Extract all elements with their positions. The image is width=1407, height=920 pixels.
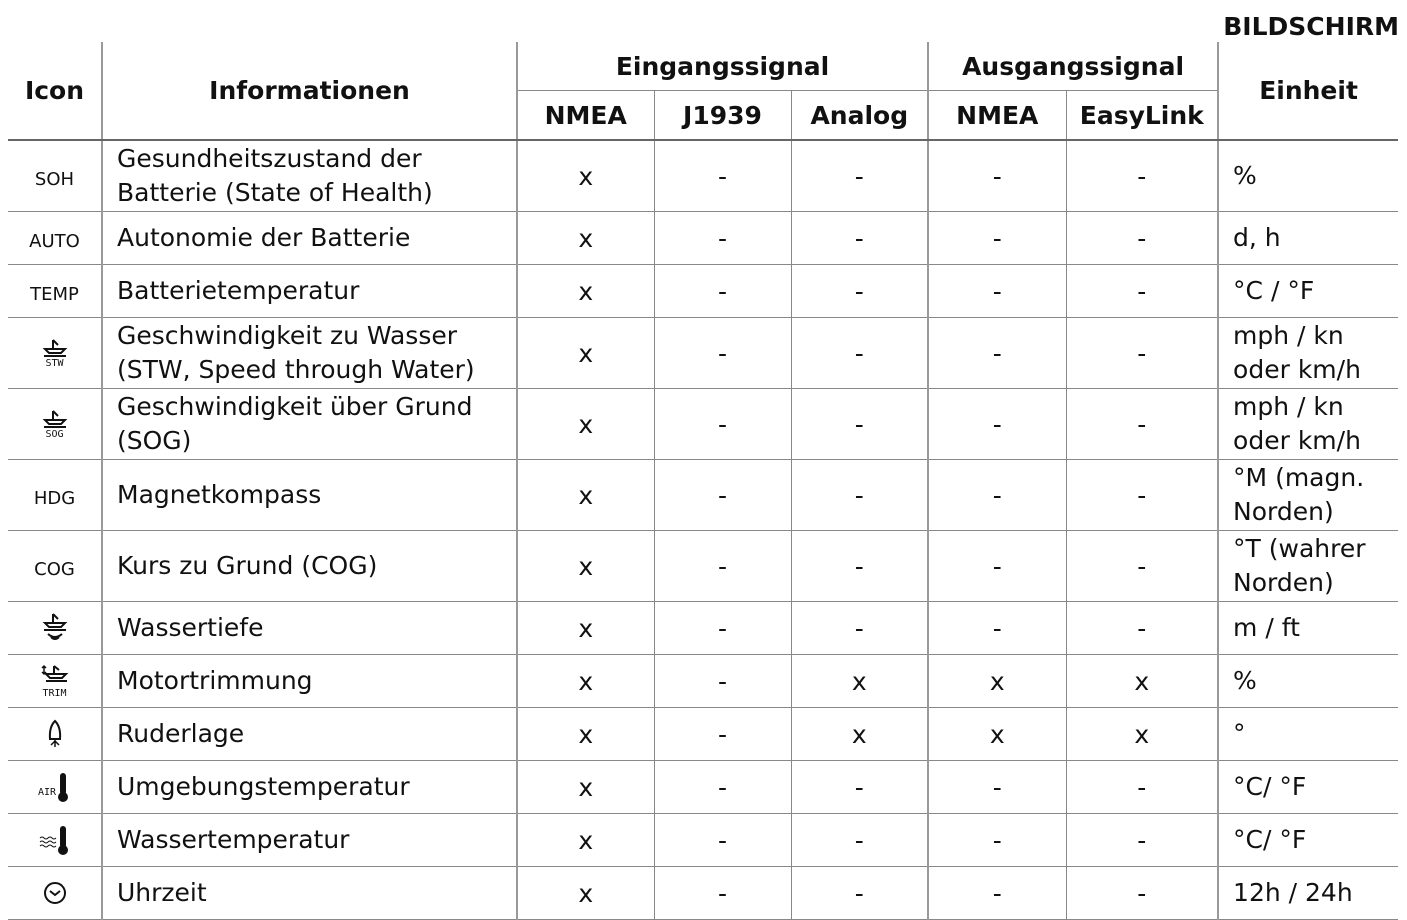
header-icon: Icon xyxy=(8,42,102,140)
cell-in-j1939: - xyxy=(654,531,791,602)
cell-in-analog: - xyxy=(791,140,928,212)
cell-in-analog: - xyxy=(791,265,928,318)
cell-in-analog: x xyxy=(791,655,928,708)
table-row xyxy=(8,655,1398,708)
cell-in-analog: - xyxy=(791,531,928,602)
cell-in-nmea: x xyxy=(517,655,654,708)
cell-in-nmea: x xyxy=(517,867,654,920)
cell-out-nmea: - xyxy=(928,389,1066,460)
icon-label: COG xyxy=(34,558,75,580)
header-out-nmea: NMEA xyxy=(928,91,1066,141)
table-row xyxy=(8,531,1398,602)
icon-caption: SOG xyxy=(45,428,64,440)
row-info: Wassertiefe xyxy=(102,602,517,655)
icon-label: HDG xyxy=(33,487,76,509)
cell-unit: 12h / 24h xyxy=(1218,867,1398,920)
cell-out-easylink: x xyxy=(1066,708,1218,761)
table-row xyxy=(8,265,1398,318)
section-title: BILDSCHIRM xyxy=(1223,12,1399,41)
cell-in-j1939: - xyxy=(654,761,791,814)
cell-out-easylink: - xyxy=(1066,761,1218,814)
cell-unit: d, h xyxy=(1218,212,1398,265)
cell-out-easylink: - xyxy=(1066,602,1218,655)
cell-in-nmea: x xyxy=(517,460,654,531)
row-info: Umgebungstemperatur xyxy=(102,761,517,814)
hdg-icon xyxy=(8,460,102,531)
table-row xyxy=(8,708,1398,761)
cell-in-j1939: - xyxy=(654,708,791,761)
icon-label: TEMP xyxy=(30,283,79,305)
cell-out-nmea: - xyxy=(928,140,1066,212)
cell-in-j1939: - xyxy=(654,140,791,212)
cell-in-nmea: x xyxy=(517,265,654,318)
cell-out-easylink: - xyxy=(1066,140,1218,212)
cell-in-analog: - xyxy=(791,602,928,655)
sog-boat-icon xyxy=(8,389,102,460)
cell-out-nmea: - xyxy=(928,761,1066,814)
row-info: Geschwindigkeit zu Wasser (STW, Speed through Water) xyxy=(102,318,517,389)
cell-unit: mph / kn oder km/h xyxy=(1218,318,1398,389)
cell-out-nmea: - xyxy=(928,531,1066,602)
row-info: Wassertemperatur xyxy=(102,814,517,867)
row-info: Batterietemperatur xyxy=(102,265,517,318)
cell-out-nmea: - xyxy=(928,212,1066,265)
temp-icon xyxy=(8,265,102,318)
cell-in-analog: x xyxy=(791,708,928,761)
cell-out-easylink: - xyxy=(1066,460,1218,531)
header-in-analog: Analog xyxy=(791,91,928,141)
cell-in-analog: - xyxy=(791,867,928,920)
cell-out-easylink: - xyxy=(1066,531,1218,602)
cell-unit: °T (wahrer Norden) xyxy=(1218,531,1398,602)
table-row xyxy=(8,867,1398,920)
table-row xyxy=(8,389,1398,460)
cell-out-nmea: - xyxy=(928,318,1066,389)
cell-in-nmea: x xyxy=(517,602,654,655)
cell-in-j1939: - xyxy=(654,389,791,460)
stw-boat-icon xyxy=(8,318,102,389)
header-output-group: Ausgangssignal xyxy=(928,42,1218,91)
table-row xyxy=(8,814,1398,867)
row-info: Gesundheitszustand der Batterie (State of Health) xyxy=(102,140,517,212)
cell-out-nmea: - xyxy=(928,814,1066,867)
cell-in-nmea: x xyxy=(517,389,654,460)
header-out-easylink: EasyLink xyxy=(1066,91,1218,141)
cell-in-analog: - xyxy=(791,814,928,867)
header-in-j1939: J1939 xyxy=(654,91,791,141)
cell-in-nmea: x xyxy=(517,761,654,814)
cell-out-easylink: - xyxy=(1066,389,1218,460)
cell-in-analog: - xyxy=(791,761,928,814)
cell-out-nmea: x xyxy=(928,655,1066,708)
cell-out-nmea: - xyxy=(928,460,1066,531)
cell-out-easylink: - xyxy=(1066,212,1218,265)
icon-caption: TRIM xyxy=(42,687,67,699)
cell-out-nmea: x xyxy=(928,708,1066,761)
water-thermometer-icon xyxy=(8,814,102,867)
cell-out-easylink: - xyxy=(1066,265,1218,318)
table-row xyxy=(8,761,1398,814)
table-row xyxy=(8,318,1398,389)
cell-out-easylink: - xyxy=(1066,867,1218,920)
soh-icon xyxy=(8,140,102,212)
cell-in-nmea: x xyxy=(517,531,654,602)
table-row xyxy=(8,602,1398,655)
header-info: Informationen xyxy=(102,42,517,140)
trim-icon xyxy=(8,655,102,708)
cell-out-easylink: x xyxy=(1066,655,1218,708)
cell-in-analog: - xyxy=(791,460,928,531)
row-info: Ruderlage xyxy=(102,708,517,761)
cell-out-nmea: - xyxy=(928,867,1066,920)
cell-unit: °C/ °F xyxy=(1218,814,1398,867)
cell-unit: ° xyxy=(1218,708,1398,761)
table-row xyxy=(8,212,1398,265)
cell-in-nmea: x xyxy=(517,318,654,389)
icon-caption: STW xyxy=(45,357,64,369)
cell-in-nmea: x xyxy=(517,708,654,761)
air-thermometer-icon xyxy=(8,761,102,814)
cell-in-nmea: x xyxy=(517,140,654,212)
row-info: Magnetkompass xyxy=(102,460,517,531)
cell-in-j1939: - xyxy=(654,318,791,389)
header-unit: Einheit xyxy=(1218,42,1398,140)
cell-unit: mph / kn oder km/h xyxy=(1218,389,1398,460)
cell-in-j1939: - xyxy=(654,655,791,708)
depth-sonar-icon xyxy=(8,602,102,655)
svg-text:AIR: AIR xyxy=(37,787,56,798)
header-in-nmea: NMEA xyxy=(517,91,654,141)
row-info: Geschwindigkeit über Grund (SOG) xyxy=(102,389,517,460)
cell-unit: °C/ °F xyxy=(1218,761,1398,814)
cell-unit: °M (magn. Norden) xyxy=(1218,460,1398,531)
row-info: Kurs zu Grund (COG) xyxy=(102,531,517,602)
cell-in-analog: - xyxy=(791,318,928,389)
row-info: Autonomie der Batterie xyxy=(102,212,517,265)
icon-label: AUTO xyxy=(29,230,80,252)
table-row xyxy=(8,140,1398,212)
cell-in-j1939: - xyxy=(654,867,791,920)
auto-icon xyxy=(8,212,102,265)
cell-out-nmea: - xyxy=(928,265,1066,318)
cog-icon xyxy=(8,531,102,602)
cell-unit: % xyxy=(1218,655,1398,708)
rudder-icon xyxy=(8,708,102,761)
signal-table xyxy=(8,42,1398,920)
cell-unit: °C / °F xyxy=(1218,265,1398,318)
cell-in-analog: - xyxy=(791,389,928,460)
cell-out-easylink: - xyxy=(1066,318,1218,389)
table-row xyxy=(8,460,1398,531)
cell-in-analog: - xyxy=(791,212,928,265)
cell-in-nmea: x xyxy=(517,814,654,867)
cell-in-nmea: x xyxy=(517,212,654,265)
cell-in-j1939: - xyxy=(654,212,791,265)
icon-label: SOH xyxy=(34,168,75,190)
cell-unit: m / ft xyxy=(1218,602,1398,655)
cell-in-j1939: - xyxy=(654,460,791,531)
cell-out-nmea: - xyxy=(928,602,1066,655)
cell-out-easylink: - xyxy=(1066,814,1218,867)
cell-unit: % xyxy=(1218,140,1398,212)
cell-in-j1939: - xyxy=(654,265,791,318)
row-info: Uhrzeit xyxy=(102,867,517,920)
row-info: Motortrimmung xyxy=(102,655,517,708)
header-input-group: Eingangssignal xyxy=(517,42,928,91)
cell-in-j1939: - xyxy=(654,814,791,867)
clock-icon xyxy=(8,867,102,920)
cell-in-j1939: - xyxy=(654,602,791,655)
